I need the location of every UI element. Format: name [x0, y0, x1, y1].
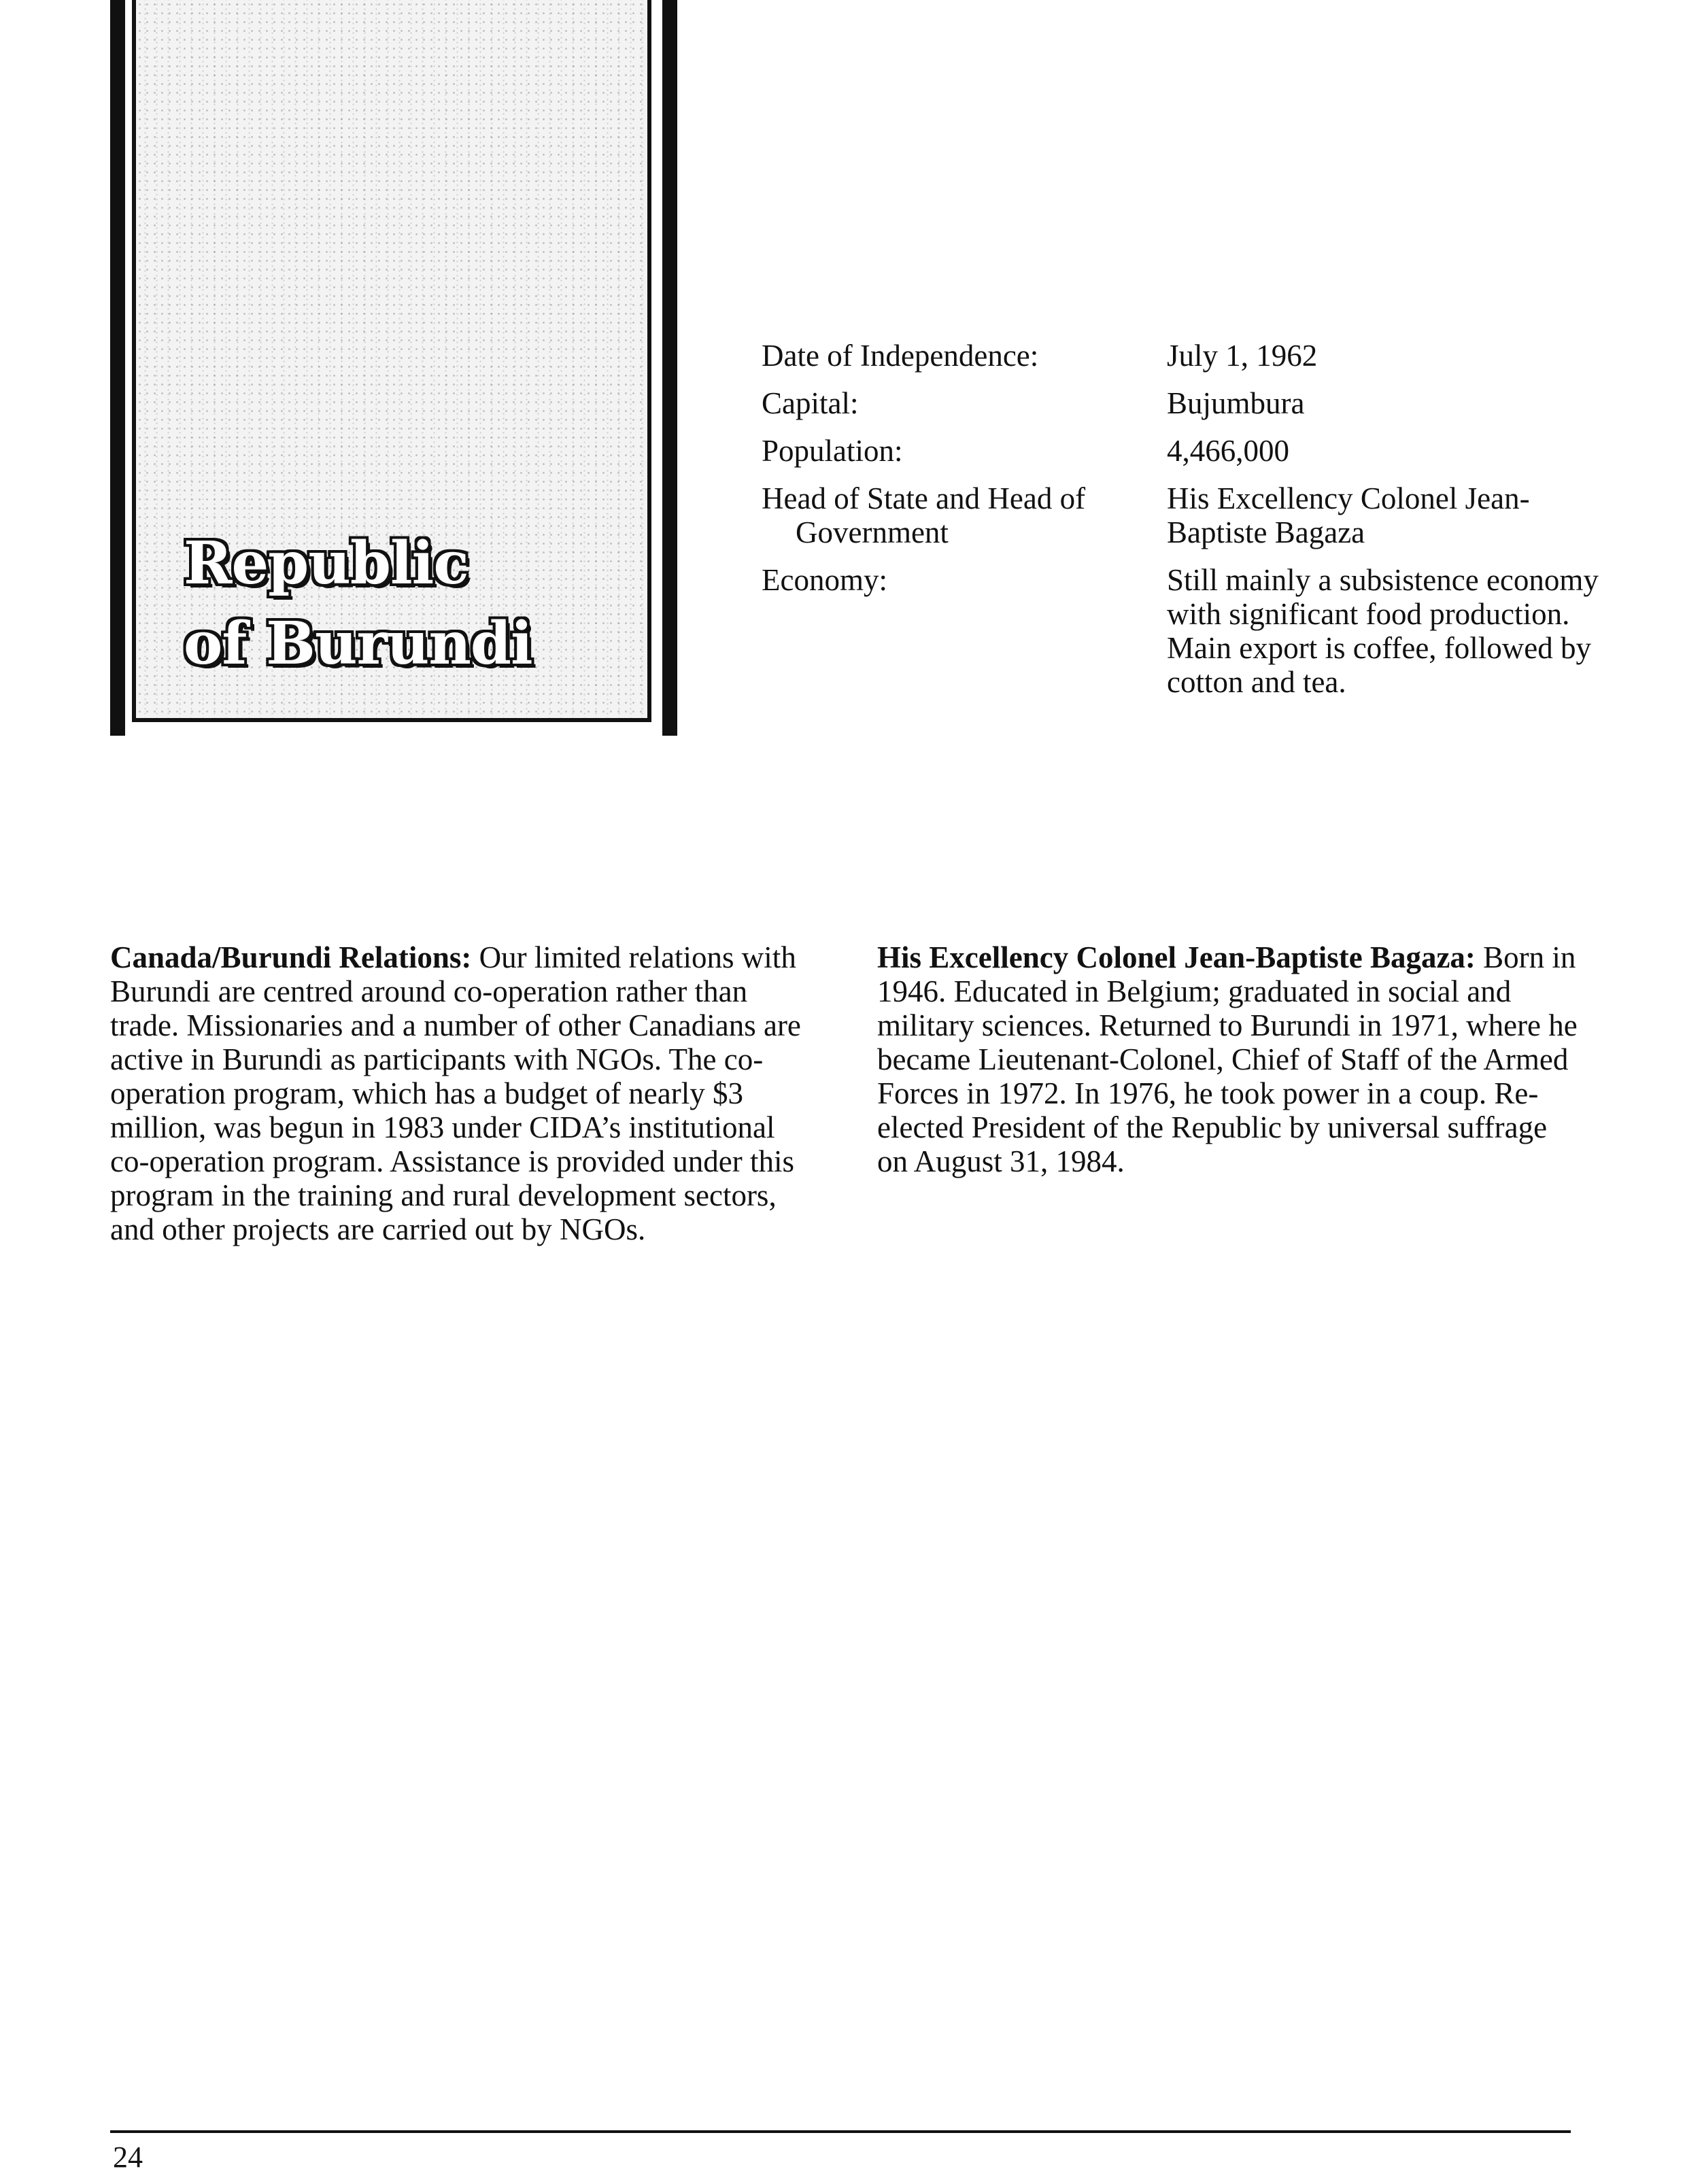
fact-row-population [762, 434, 1618, 468]
panel-left-bar [110, 0, 125, 736]
country-title-line-2: of Burundi [184, 609, 532, 678]
biography-text: Born in 1946. Educated in Belgium; graduated in social and military sciences. Returned to Burundi in 1971, where he became Lieutenant-Colonel, Chief of Staff of the Armed Forces in 1972. In 1976, he took power in a coup. Re-elected President of the Republic by universal suffrage on August 31, 1984. [877, 940, 1578, 1178]
fact-value: Bujumbura [1167, 386, 1305, 420]
fact-label: Head of State and Head of Government [762, 481, 1086, 549]
fact-label: Economy: [762, 563, 887, 597]
fact-value: July 1, 1962 [1167, 339, 1318, 373]
relations-paragraph [110, 940, 817, 1246]
fact-row-independence [762, 339, 1618, 373]
panel-right-bar [662, 0, 677, 736]
relations-text: Our limited relations with Burundi are centred around co-operation rather than trade. Missionaries and a number of other Canadians are active in Burundi as participants with NGOs. The co-operation program, which has a budget of nearly $3 million, was begun in 1983 under CIDA’s institutional co-operation program. Assistance is provided under this program in the training and rural development sectors, and other projects are carried out by NGOs. [110, 940, 801, 1246]
fact-label: Date of Independence: [762, 339, 1039, 373]
fact-value: Still mainly a subsistence economy with significant food production. Main export is coffee, followed by cotton and tea. [1167, 563, 1599, 699]
fact-row-capital [762, 386, 1618, 420]
fact-value: 4,466,000 [1167, 434, 1289, 468]
fact-label: Population: [762, 434, 903, 468]
country-title-line-1: Republic [184, 529, 469, 598]
fact-row-head-of-state [762, 481, 1618, 549]
country-title [184, 524, 532, 684]
fact-sheet [762, 339, 1618, 713]
relations-heading: Canada/Burundi Relations: [110, 940, 472, 974]
title-panel [110, 0, 677, 736]
page-number: 24 [113, 2140, 143, 2174]
biography-paragraph [877, 940, 1584, 1178]
fact-row-economy [762, 563, 1618, 699]
footer-rule [110, 2130, 1571, 2133]
fact-value: His Excellency Colonel Jean-Baptiste Bagaza [1167, 481, 1530, 549]
fact-label: Capital: [762, 386, 859, 420]
biography-heading: His Excellency Colonel Jean-Baptiste Bagaza: [877, 940, 1476, 974]
panel-stipple-box [132, 0, 651, 722]
